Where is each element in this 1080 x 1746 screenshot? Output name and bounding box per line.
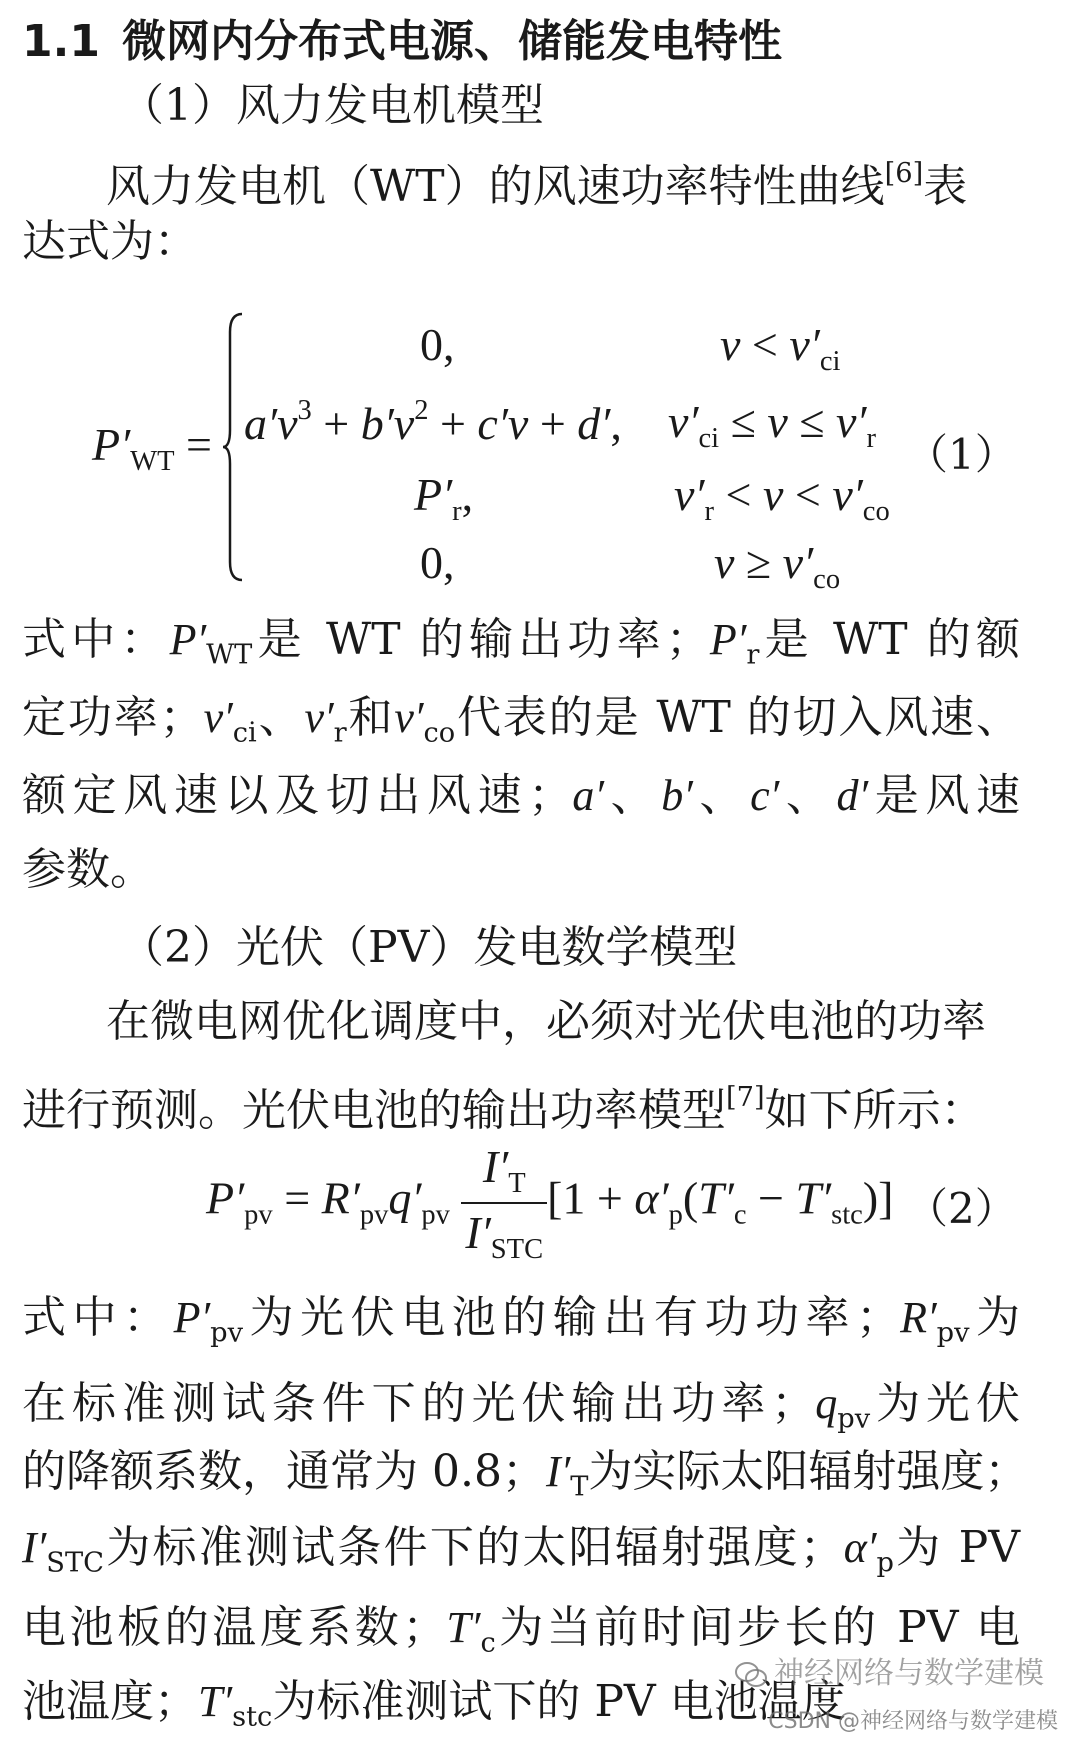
subsection-2-title: （2）光伏（PV）发电数学模型 [120, 922, 738, 973]
eq1-row2-expr: $a'v^3 + b'v^2 + c'v + d'$, [244, 395, 622, 449]
desc1-line3: 额定风速以及切出风速；a′、b′、c′、d′是风速 [22, 770, 1021, 821]
desc2-line1: 式中：$P'_{pv}$为光伏电池的输出有功功率；$R'_{pv}$为 [22, 1292, 1021, 1349]
intro-paragraph-1-line1: 风力发电机（WT）的风速功率特性曲线[6]表 [106, 158, 968, 213]
eq1-row3-expr: $P'_r$, [414, 469, 474, 527]
intro-paragraph-1-line2: 达式为： [22, 216, 198, 267]
desc2-line2: 在标准测试条件下的光伏输出功率；$q_{pv}$为光伏 [22, 1378, 1021, 1435]
desc1-line4: 参数。 [22, 844, 154, 895]
intro-paragraph-2-line2: 进行预测。光伏电池的输出功率模型[7]如下所示： [22, 1082, 985, 1137]
desc2-line6: 池温度；$T'_{stc}$为标准测试下的 PV 电池温度 [22, 1676, 846, 1733]
eq1-lhs: $P'_{WT}$ = [92, 419, 212, 477]
eq1-row1-expr: 0, [420, 319, 455, 370]
section-number: 1.1 [22, 16, 100, 67]
eq1-brace [222, 312, 244, 582]
eq1-row3-cond: $v'_r < v < v'_{co}$ [674, 469, 890, 527]
eq1-row1-cond: $v < v'_{ci}$ [720, 319, 841, 377]
wechat-watermark: 神经网络与数学建模 [734, 1648, 1044, 1692]
citation-6: [6] [884, 158, 924, 189]
desc2-line5: 电池板的温度系数；$T'_c$为当前时间步长的 PV 电 [22, 1602, 1021, 1659]
desc2-line3: 的降额系数，通常为 0.8；$I'_T$为实际太阳辐射强度； [22, 1446, 1029, 1503]
eq2-fraction: $\frac{I'_T}{I'_{STC}}$ [461, 1140, 547, 1266]
desc2-line4: $I'_{STC}$为标准测试条件下的太阳辐射强度；$\alpha'_p$为 PV [22, 1522, 1021, 1579]
subsection-1-title: （1）风力发电机模型 [120, 80, 544, 131]
intro-paragraph-2-line1: 在微电网优化调度中，必须对光伏电池的功率 [106, 996, 986, 1047]
desc1-line1: 式中：$P'_{WT}$是 WT 的输出功率；$P'_r$是 WT 的额 [22, 614, 1021, 671]
eq1-number: （1） [906, 430, 1017, 479]
eq1-row4-cond: $v \ge v'_{co}$ [714, 537, 841, 595]
eq2-body: $P'_{pv} = R'_{pv}q'_{pv}$ $\frac{I'_T}{I'_{STC}}$ $[1 + \alpha'_p(T'_c - T'_{stc})]$ [206, 1141, 894, 1265]
section-heading [22, 14, 1022, 70]
citation-7: [7] [726, 1082, 765, 1113]
eq1-row2-cond: $v'_{ci} \le v \le v'_r$ [668, 396, 876, 454]
desc1-line2: 定功率；$v'_{ci}$、$v'_r$和$v'_{co}$代表的是 WT 的切入风速、 [22, 692, 1021, 749]
eq1-row4-expr: 0, [420, 537, 455, 588]
csdn-watermark: CSDN @神经网络与数学建模 [768, 1709, 1058, 1734]
wechat-icon [734, 1660, 768, 1690]
eq2-number: （2） [906, 1184, 1017, 1233]
section-title: 微网内分布式电源、储能发电特性 [122, 16, 782, 67]
